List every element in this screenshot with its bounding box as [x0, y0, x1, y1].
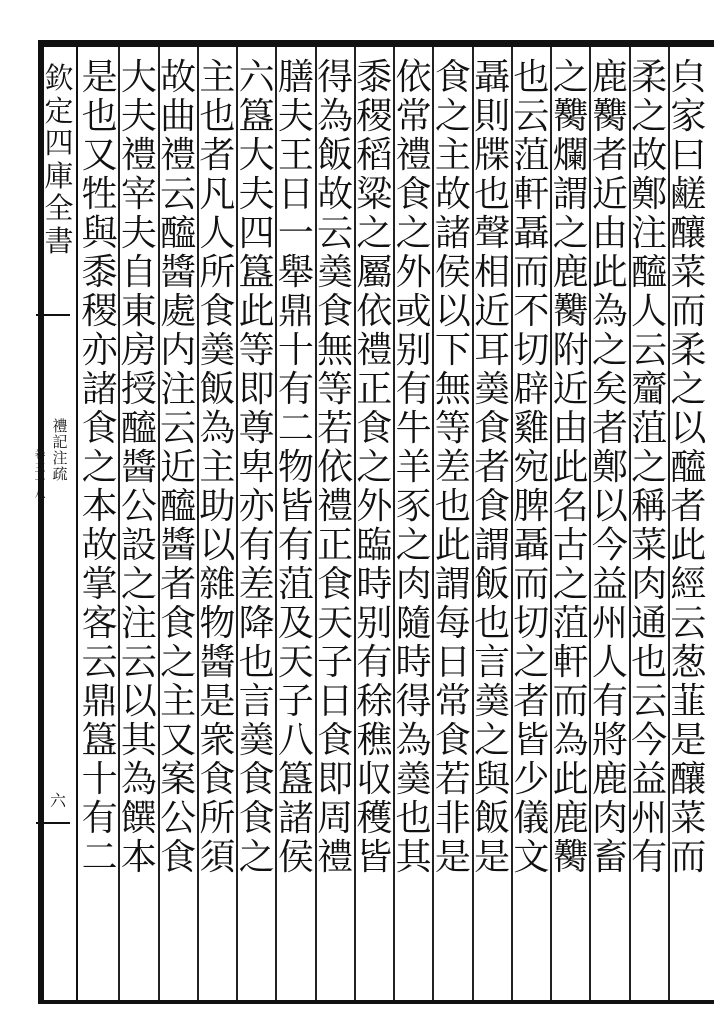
text-column: 㒵家曰鹺釀菜而柔之以醯者此經云葱韮是釀菜而 [670, 58, 707, 878]
text-column: 聶則牒也聲相近耳羮食者食謂飯也言羮之與飯是 [474, 58, 511, 878]
text-column: 之臡爛謂之鹿臡附近由此名古之菹軒而為此鹿臡 [552, 58, 589, 878]
margin-rule [76, 47, 78, 1000]
text-column: 依常禮食之外或别有牛羊豕之肉隨時得為羮也其 [395, 58, 432, 878]
text-column: 主也者凡人所食羮飯為主助以雜物醬是衆食所須 [199, 58, 236, 878]
margin-section-title: 禮記注疏 [52, 417, 68, 483]
margin-page-number: 六 [49, 791, 66, 810]
text-column: 是也又牲與黍稷亦諸食之本故掌客云鼎簋十有二 [81, 58, 118, 878]
text-column: 食之主故諸侯以下無等差也此謂每日常食若非是 [434, 58, 471, 878]
margin-book-title: 欽定四庫全書 [44, 61, 74, 258]
text-column: 大夫禮宰夫自東房授醯醬公設之注云以其為饌本 [120, 58, 157, 878]
text-column: 故曲禮云醯醬處内注云近醯醬者食之主又案公食 [160, 58, 197, 878]
text-column: 鹿臡者近由此為之矣者鄭以今益州人有將鹿肉畜 [591, 58, 628, 878]
fishtail-mark-lower [36, 822, 70, 824]
text-column: 得為飯故云羮食無等若依禮正食天子日食即周禮 [317, 58, 354, 878]
text-column: 膳夫王日一舉鼎十有二物皆有菹及天子八簋諸侯 [277, 58, 314, 878]
text-column: 六簋大夫四簋此等即尊卑亦有差降也言羮食食之 [238, 58, 275, 878]
frame-top-border [38, 40, 714, 47]
frame-bottom-border [38, 1000, 714, 1004]
text-column: 柔之故鄭注醯人云齏菹之稱菜肉通也云今益州有 [631, 58, 668, 878]
margin-chapter-label: 卷三十八 [34, 448, 46, 500]
text-column: 也云菹軒聶而不切辟雞宛脾聶而切之者皆少儀文 [513, 58, 550, 878]
text-column: 黍稷稻粱之屬依禮正食之外臨時别有稌穛収穫皆 [356, 58, 393, 878]
fishtail-mark-upper [36, 314, 70, 316]
